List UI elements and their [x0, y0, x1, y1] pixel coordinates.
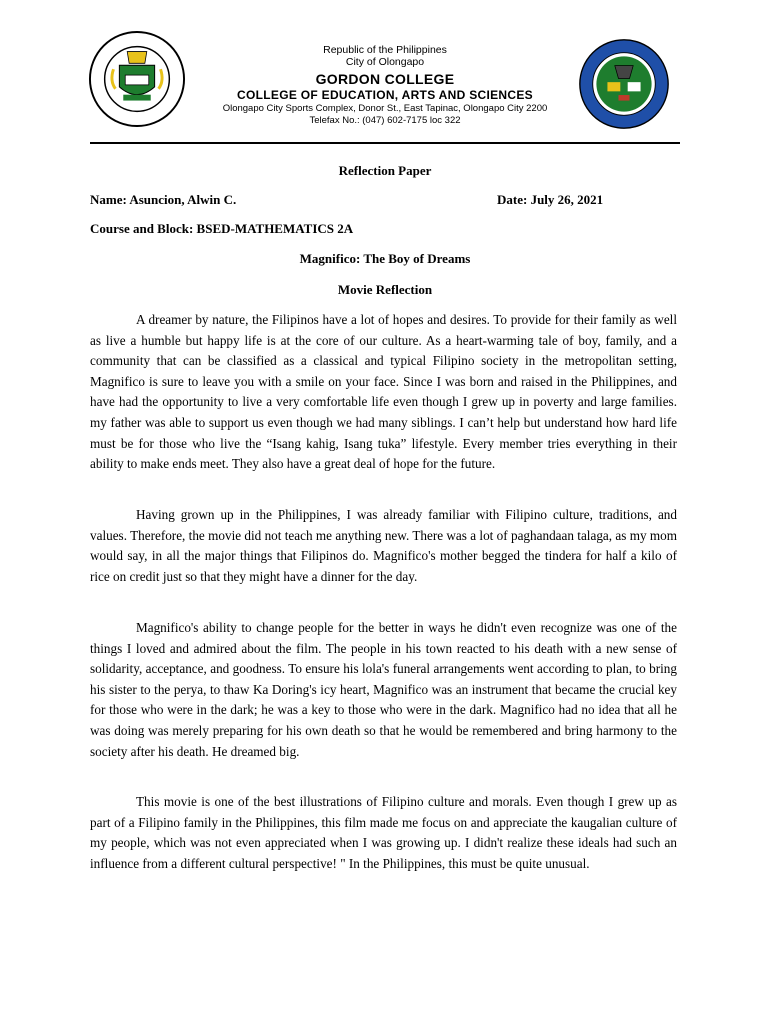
submission-date: Date: July 26, 2021 — [497, 192, 604, 207]
letterhead — [190, 44, 580, 127]
course-block: Course and Block: BSED-MATHEMATICS 2A — [90, 221, 354, 236]
paragraph-3: Magnifico's ability to change people for the better in ways he didn't even recognize was one of the things I loved and admired about the film. The people in his town reacted to his death with a new sense of solidarity, acceptance, and goodness. To ensure his lola's funeral arrangements went according to plan, to bring his sister to the perya, to thaw Ka Doring's icy heart, Magnifico was an instrument that became the crucial key for those who were in the dark; he was a key to those who were in the dark. Magnifico had no idea that all he was doing was merely preparing for his own death so that he would be remembered and bring harmony to the society after his death. He dreamed big. — [90, 620, 677, 759]
telefax-line: Telefax No.: (047) 602-7175 loc 322 — [309, 115, 461, 126]
student-name: Name: Asuncion, Alwin C. — [90, 192, 237, 207]
section-subtitle: Movie Reflection — [337, 282, 433, 297]
gordon-college-seal-right — [578, 38, 670, 130]
city-line: City of Olongapo — [345, 56, 425, 68]
paragraph-2: Having grown up in the Philippines, I was already familiar with Filipino culture, traditions, and values. Therefore, the movie did not teach me anything new. There was a lot of paghandaan talaga, as my mom would say, in all the major things that Filipinos do. Magnifico's mother begged the tindera for half a kilo of rice on credit just so that they might have a dinner for the day. — [90, 507, 677, 584]
document-heading: Reflection Paper — [338, 163, 432, 178]
paragraph-4: This movie is one of the best illustrations of Filipino culture and morals. Even though I grew up as part of a Filipino family in the Philippines, this film made me focus on and appreciate the kaugalian culture of my people, which was not even appreciated when I was growing up. I didn't realize these ideals had such an influence from a different cultural perspective! " In the Philippines, this must be quite unusual. — [90, 794, 677, 871]
address-line: Olongapo City Sports Complex, Donor St., East Tapinac, Olongapo City 2200 — [222, 103, 548, 114]
college-name: GORDON COLLEGE — [315, 71, 455, 87]
gordon-college-seal-left — [88, 30, 186, 128]
department-name: COLLEGE OF EDUCATION, ARTS AND SCIENCES — [237, 88, 533, 102]
republic-line: Republic of the Philippines — [323, 44, 447, 56]
paragraph-1: A dreamer by nature, the Filipinos have a lot of hopes and desires. To provide for their family as well as live a humble but happy life is at the core of our culture. As a heart-warming tale of boy, family, and a community that can be classified as a classical and typical Filipino society in the metropolitan setting, Magnifico is sure to leave you with a smile on your face. Since I was born and raised in the Philippines, and have had the opportunity to live a very comfortable life even though I grew up in poverty and large families. my father was able to support us even though we had many siblings. I can’t help but understand how hard life must be for those who live the “Isang kahig, Isang tuka” lifestyle. Every member tries everything in their ability to make ends meet. They also have a great deal of hope for the future. — [90, 312, 677, 472]
movie-title: Magnifico: The Boy of Dreams — [299, 251, 471, 266]
header-divider — [90, 142, 680, 144]
